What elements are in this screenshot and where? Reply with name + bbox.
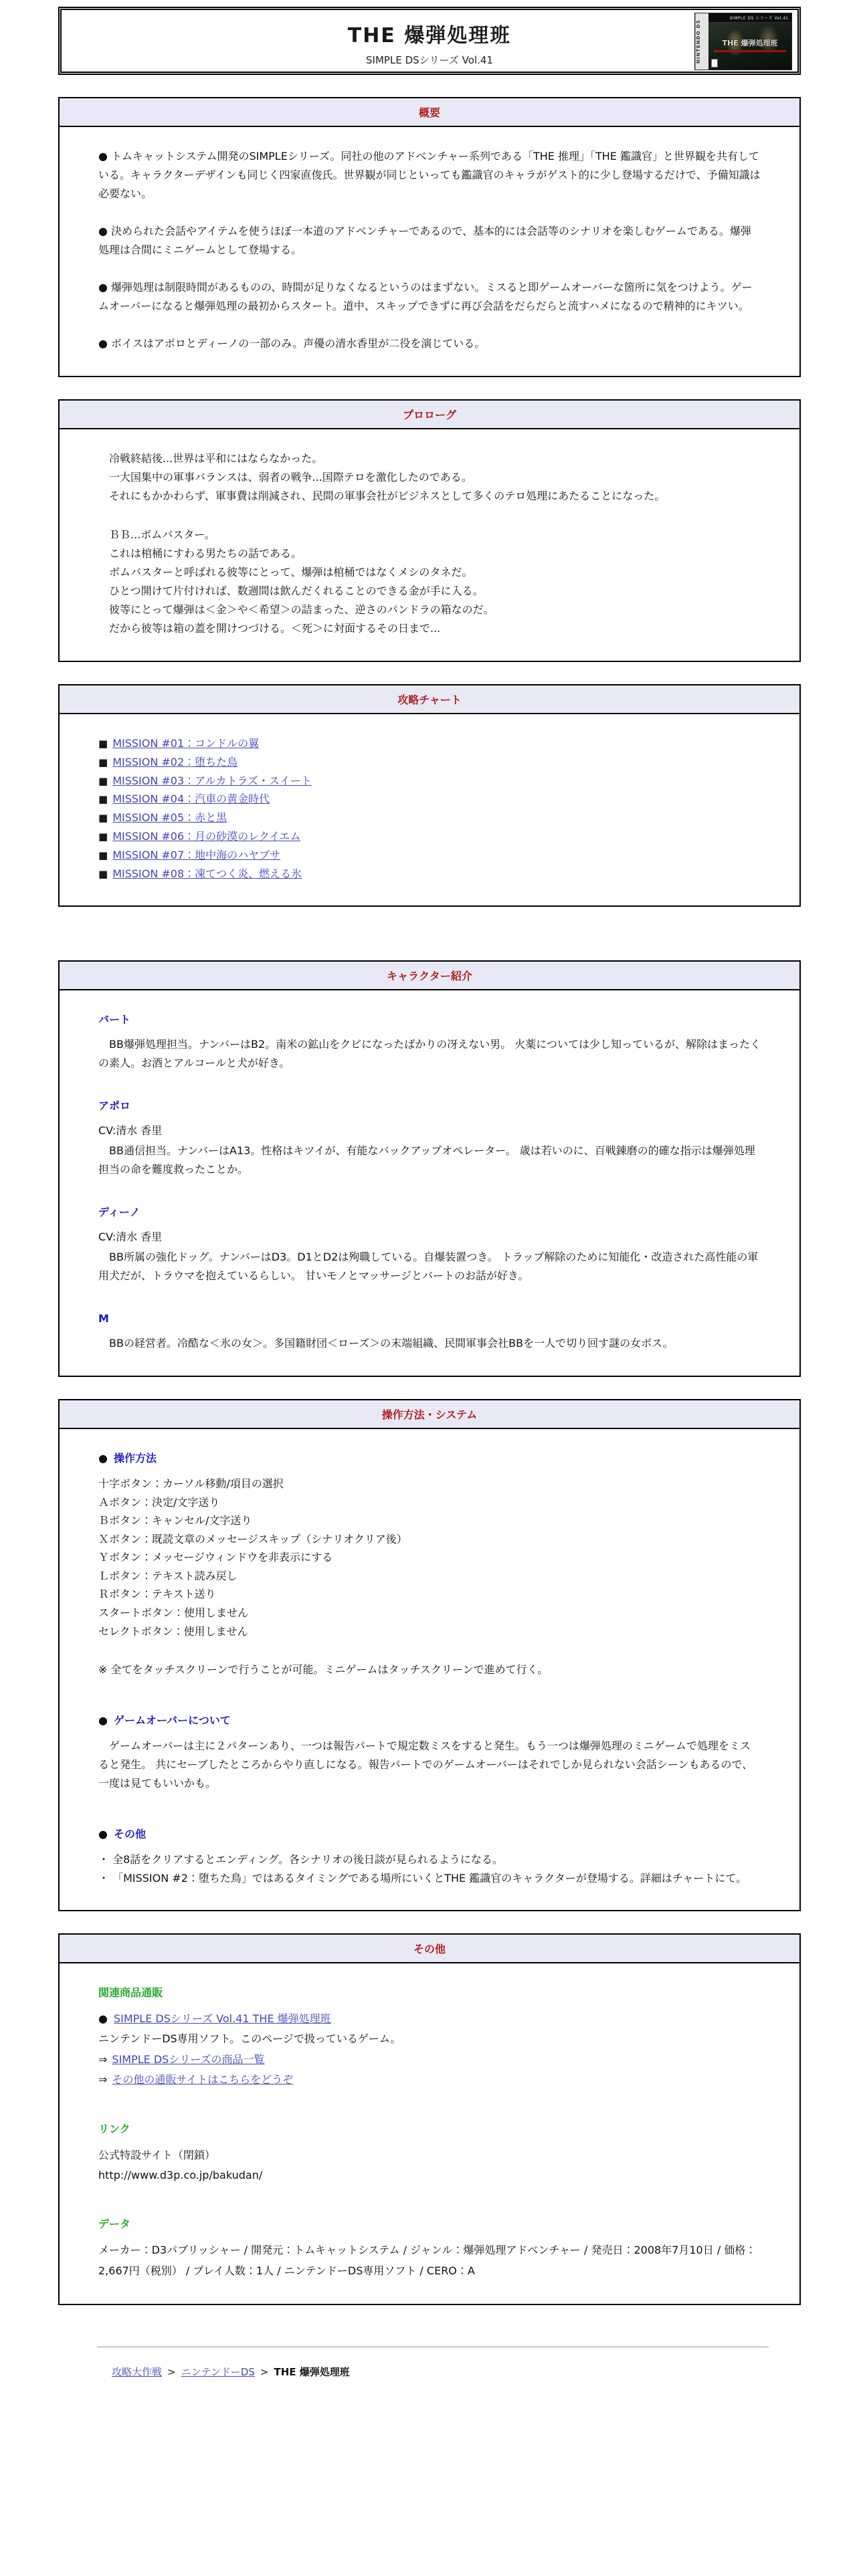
mission-list-item xyxy=(98,846,761,865)
square-bullet-icon: ■ xyxy=(98,867,108,880)
section-strategy-chart xyxy=(58,684,801,907)
controls-block xyxy=(98,1449,761,1679)
mission-link-08[interactable]: MISSION #08：凍てつく炎、燃える氷 xyxy=(112,867,302,880)
character-name: M xyxy=(98,1312,109,1325)
official-site-url: http://www.d3p.co.jp/bakudan/ xyxy=(98,2169,263,2181)
related-products-block xyxy=(98,1983,761,2090)
prologue-line: これは棺桶にすわる男たちの話である。 xyxy=(98,547,302,560)
square-bullet-icon: ■ xyxy=(98,812,108,825)
overview-body xyxy=(60,127,799,376)
overview-bullet: ● ボイスはアポロとディーノの一部のみ。声優の清水香里が二役を演じている。 xyxy=(98,337,486,350)
control-mapping: Ｘボタン：既読文章のメッセージスキップ（シナリオクリア後） xyxy=(98,1532,407,1545)
square-bullet-icon: ■ xyxy=(98,793,108,806)
character-cv: CV:清水 香里 xyxy=(98,1230,163,1244)
control-mapping: Ｙボタン：メッセージウィンドウを非表示にする xyxy=(98,1551,333,1564)
overview-bullet: ● 爆弾処理は制限時間があるものの、時間が足りなくなるというのはまずない。ミスると即ゲームオーバーな箇所に気をつけよう。ゲームオーバーになると爆弾処理の最初からスタート。道中、スキップできずに再び会話をだらだらと流すハメになるので精神的にキツい。 xyxy=(98,281,753,312)
prologue-line: 一大国集中の軍事バランスは、弱者の戦争...国際テロを激化したのである。 xyxy=(98,471,472,484)
official-site-label: 公式特設サイト（閉鎖） xyxy=(98,2148,215,2161)
controls-subheading-label: 操作方法 xyxy=(113,1452,157,1465)
box-red-stripe xyxy=(714,50,786,52)
controls-subheading xyxy=(98,1449,761,1468)
character-name: ディーノ xyxy=(98,1206,140,1219)
related-products-title: 関連商品通販 xyxy=(98,1986,163,2000)
character-description: BB爆弾処理担当。ナンバーはB2。南米の鉱山をクビになったばかりの冴えない男。 火薬については少し知っているが、解除はまったくの素人。お酒とアルコールと犬が好き。 xyxy=(98,1038,761,1070)
other-shops-link[interactable]: その他の通販サイトはこちらをどうぞ xyxy=(112,2073,294,2086)
mission-list-item xyxy=(98,734,761,753)
box-series-label: SIMPLE DS シリーズ Vol.41 xyxy=(708,13,791,23)
control-mapping: Ｂボタン：キャンセル/文字送り xyxy=(98,1514,252,1527)
controls-system-body xyxy=(60,1429,799,1910)
prologue-body xyxy=(60,429,799,661)
prologue-line: だから彼等は箱の蓋を開けつづける。＜死＞に対面するその日まで... xyxy=(98,622,441,635)
character-description: BB所属の強化ドッグ。ナンバーはD3。D1とD2は殉職している。自爆装置つき。 トラップ解除のために知能化・改造された高性能の軍用犬だが、トラウマを抱えているらしい。 甘いモノとマッサージとバートのお話が好き。 xyxy=(98,1251,759,1283)
character-m xyxy=(98,1309,761,1353)
characters-heading: キャラクター紹介 xyxy=(60,962,799,990)
controls-other-subheading xyxy=(98,1825,761,1844)
mission-list-item xyxy=(98,753,761,772)
strategy-chart-body xyxy=(60,714,799,905)
controls-system-heading: 操作方法・システム xyxy=(60,1400,799,1429)
game-data-text: メーカー：D3パブリッシャー / 開発元：トムキャットシステム / ジャンル：爆弾処理アドベンチャー / 発売日：2008年7月10日 / 価格：2,667円（税別） / プレイ人数：1人 / ニンテンドーDS専用ソフト / CERO：A xyxy=(98,2244,757,2277)
game-box-art xyxy=(694,13,792,70)
control-mapping: セレクトボタン：使用しません xyxy=(98,1624,248,1638)
data-block xyxy=(98,2215,761,2281)
character-bart xyxy=(98,1010,761,1073)
section-characters xyxy=(58,960,801,1377)
mission-list-item xyxy=(98,827,761,846)
page-title: THE 爆弾処理班 xyxy=(347,24,512,47)
arrow-icon: ⇒ xyxy=(98,2073,108,2086)
mission-link-01[interactable]: MISSION #01：コンドルの翼 xyxy=(112,737,260,750)
control-mapping: スタートボタン：使用しません xyxy=(98,1606,249,1619)
series-products-link[interactable]: SIMPLE DSシリーズの商品一覧 xyxy=(112,2052,265,2066)
overview-bullet: ● トムキャットシステム開発のSIMPLEシリーズ。同社の他のアドベンチャー系列である「THE 推理」「THE 鑑識官」と世界観を共有している。キャラクターデザインも同じく四家直俊氏。世界観が同じといっても鑑識官のキャラがゲスト的に少し登場するだけで、予備知識は必要ない。 xyxy=(98,150,761,200)
mission-list-item xyxy=(98,772,761,790)
page-subtitle: SIMPLE DSシリーズ Vol.41 xyxy=(366,54,493,66)
mission-link-04[interactable]: MISSION #04：汽車の黄金時代 xyxy=(112,792,270,806)
product-description: ニンテンドーDS専用ソフト。このページで扱っているゲーム。 xyxy=(98,2032,401,2046)
section-overview xyxy=(58,97,801,377)
arrow-icon: ⇒ xyxy=(98,2052,108,2066)
controls-other-block xyxy=(98,1825,761,1887)
touchscreen-note: ※ 全てをタッチスクリーンで行うことが可能。ミニゲームはタッチスクリーンで進めて行く。 xyxy=(98,1663,549,1677)
character-dino xyxy=(98,1203,761,1285)
gameover-text: ゲームオーバーは主に２パターンあり、一つは報告パートで規定数ミスをすると発生。もう一つは爆弾処理のミニゲームで処理をミスると発生。 共にセーブしたところからやり直しになる。報告パートでのゲームオーバーはそれでしか見られない会話シーンもあるので、一度は見てもいいかも。 xyxy=(98,1739,753,1790)
character-name: バート xyxy=(98,1013,131,1027)
paragraph-gap xyxy=(98,506,761,526)
prologue-line: ＢＢ...ボムバスター。 xyxy=(98,528,215,541)
overview-heading: 概要 xyxy=(60,98,799,127)
page-container xyxy=(58,0,801,2379)
section-prologue xyxy=(58,399,801,662)
square-bullet-icon: ■ xyxy=(98,830,108,843)
prologue-line: 冷戦終結後...世界は平和にはならなかった。 xyxy=(98,452,323,465)
shop-link-line xyxy=(98,2050,761,2070)
prologue-line: それにもかかわらず、軍事費は削減され、民間の軍事会社がビジネスとして多くのテロ処理にあたることになった。 xyxy=(98,490,666,502)
mission-link-05[interactable]: MISSION #05：赤と黒 xyxy=(112,811,227,825)
control-mapping: Ａボタン：決定/文字送り xyxy=(98,1495,220,1509)
character-cv: CV:清水 香里 xyxy=(98,1124,163,1138)
overview-bullet: ● 決められた会話やアイテムを使うほぼ一本道のアドベンチャーであるので、基本的には会話等のシナリオを楽しむゲームである。爆弾処理は合間にミニゲームとして登場する。 xyxy=(98,225,751,256)
mission-link-07[interactable]: MISSION #07：地中海のハヤブサ xyxy=(112,848,281,861)
square-bullet-icon: ■ xyxy=(98,756,108,768)
prologue-line: ひとつ開けて片付ければ、数週間は飲んだくれることのできる金が手に入る。 xyxy=(98,584,484,597)
circle-bullet-icon: ● xyxy=(98,1714,108,1727)
mission-list xyxy=(98,734,761,883)
product-link[interactable]: SIMPLE DSシリーズ Vol.41 THE 爆弾処理班 xyxy=(113,2012,331,2026)
breadcrumb-link-nintendo-ds[interactable]: ニンテンドーDS xyxy=(181,2366,255,2379)
character-description: BB通信担当。ナンバーはA13。性格はキツイが、有能なバックアップオペレーター。 歳は若いのに、百戦錬磨の的確な指示は爆弾処理担当の命を難度救ったことか。 xyxy=(98,1144,755,1176)
misc-heading: その他 xyxy=(60,1935,799,1963)
gameover-subheading xyxy=(98,1711,761,1730)
control-mapping: Ｒボタン：テキスト送り xyxy=(98,1588,216,1601)
gameover-subheading-label: ゲームオーバーについて xyxy=(113,1714,231,1727)
character-description: BBの経営者。冷酷な＜氷の女＞。多国籍財団＜ローズ＞の末端組織、民間軍事会社BBを一人で切り回す謎の女ボス。 xyxy=(98,1337,674,1350)
controls-other-item: ・ 「MISSION #2：堕ちた鳥」ではあるタイミングである場所にいくとTHE 鑑識官のキャラクターが登場する。詳細はチャートにて。 xyxy=(98,1871,747,1885)
box-cover-art xyxy=(708,13,791,70)
square-bullet-icon: ■ xyxy=(98,849,108,861)
mission-list-item xyxy=(98,809,761,827)
nintendo-ds-spine-label: NINTENDO DS xyxy=(695,13,708,70)
circle-bullet-icon: ● xyxy=(98,1828,108,1841)
square-bullet-icon: ■ xyxy=(98,774,108,787)
controls-other-subheading-label: その他 xyxy=(113,1828,146,1841)
strategy-chart-heading: 攻略チャート xyxy=(60,685,799,714)
section-misc xyxy=(58,1933,801,2305)
prologue-line: 彼等にとって爆弾は＜金＞や＜希望＞の詰まった、逆さのパンドラの箱なのだ。 xyxy=(98,603,494,616)
character-name: アポロ xyxy=(98,1099,131,1113)
gameover-block xyxy=(98,1711,761,1793)
product-link-line xyxy=(98,2009,761,2029)
circle-bullet-icon: ● xyxy=(98,2012,108,2026)
data-title: データ xyxy=(98,2218,131,2231)
control-mapping: Ｌボタン：テキスト読み戻し xyxy=(98,1569,237,1582)
breadcrumb-current-page: THE 爆弾処理班 xyxy=(274,2366,350,2379)
shop-link-line xyxy=(98,2070,761,2090)
breadcrumb-separator: > xyxy=(260,2366,269,2379)
mission-link-03[interactable]: MISSION #03：アルカトラズ・スイート xyxy=(112,774,312,787)
cero-rating-box xyxy=(711,59,718,68)
character-apollo xyxy=(98,1097,761,1179)
control-mapping: 十字ボタン：カーソル移動/項目の選択 xyxy=(98,1477,284,1491)
breadcrumb-separator: > xyxy=(167,2366,176,2379)
prologue-line: ボムバスターと呼ばれる彼等にとって、爆弾は棺桶ではなくメシのタネだ。 xyxy=(98,566,473,578)
links-block xyxy=(98,2120,761,2186)
controls-other-item: ・ 全8話をクリアするとエンディング。各シナリオの後日談が見られるようになる。 xyxy=(98,1853,503,1866)
box-title: THE 爆弾処理班 xyxy=(722,39,778,47)
characters-body xyxy=(60,990,799,1376)
header-text xyxy=(62,10,797,67)
mission-list-item xyxy=(98,865,761,883)
mission-link-06[interactable]: MISSION #06：月の砂漠のレクイエム xyxy=(112,829,301,843)
prologue-heading: プロローグ xyxy=(60,401,799,429)
breadcrumb-link-home[interactable]: 攻略大作戦 xyxy=(112,2366,163,2379)
mission-list-item xyxy=(98,790,761,809)
mission-link-02[interactable]: MISSION #02：堕ちた鳥 xyxy=(112,755,238,768)
section-controls-system xyxy=(58,1399,801,1911)
circle-bullet-icon: ● xyxy=(98,1452,108,1465)
breadcrumb xyxy=(112,2365,801,2379)
page-header xyxy=(58,7,801,75)
misc-body xyxy=(60,1963,799,2304)
links-title: リンク xyxy=(98,2122,130,2135)
square-bullet-icon: ■ xyxy=(98,738,108,750)
